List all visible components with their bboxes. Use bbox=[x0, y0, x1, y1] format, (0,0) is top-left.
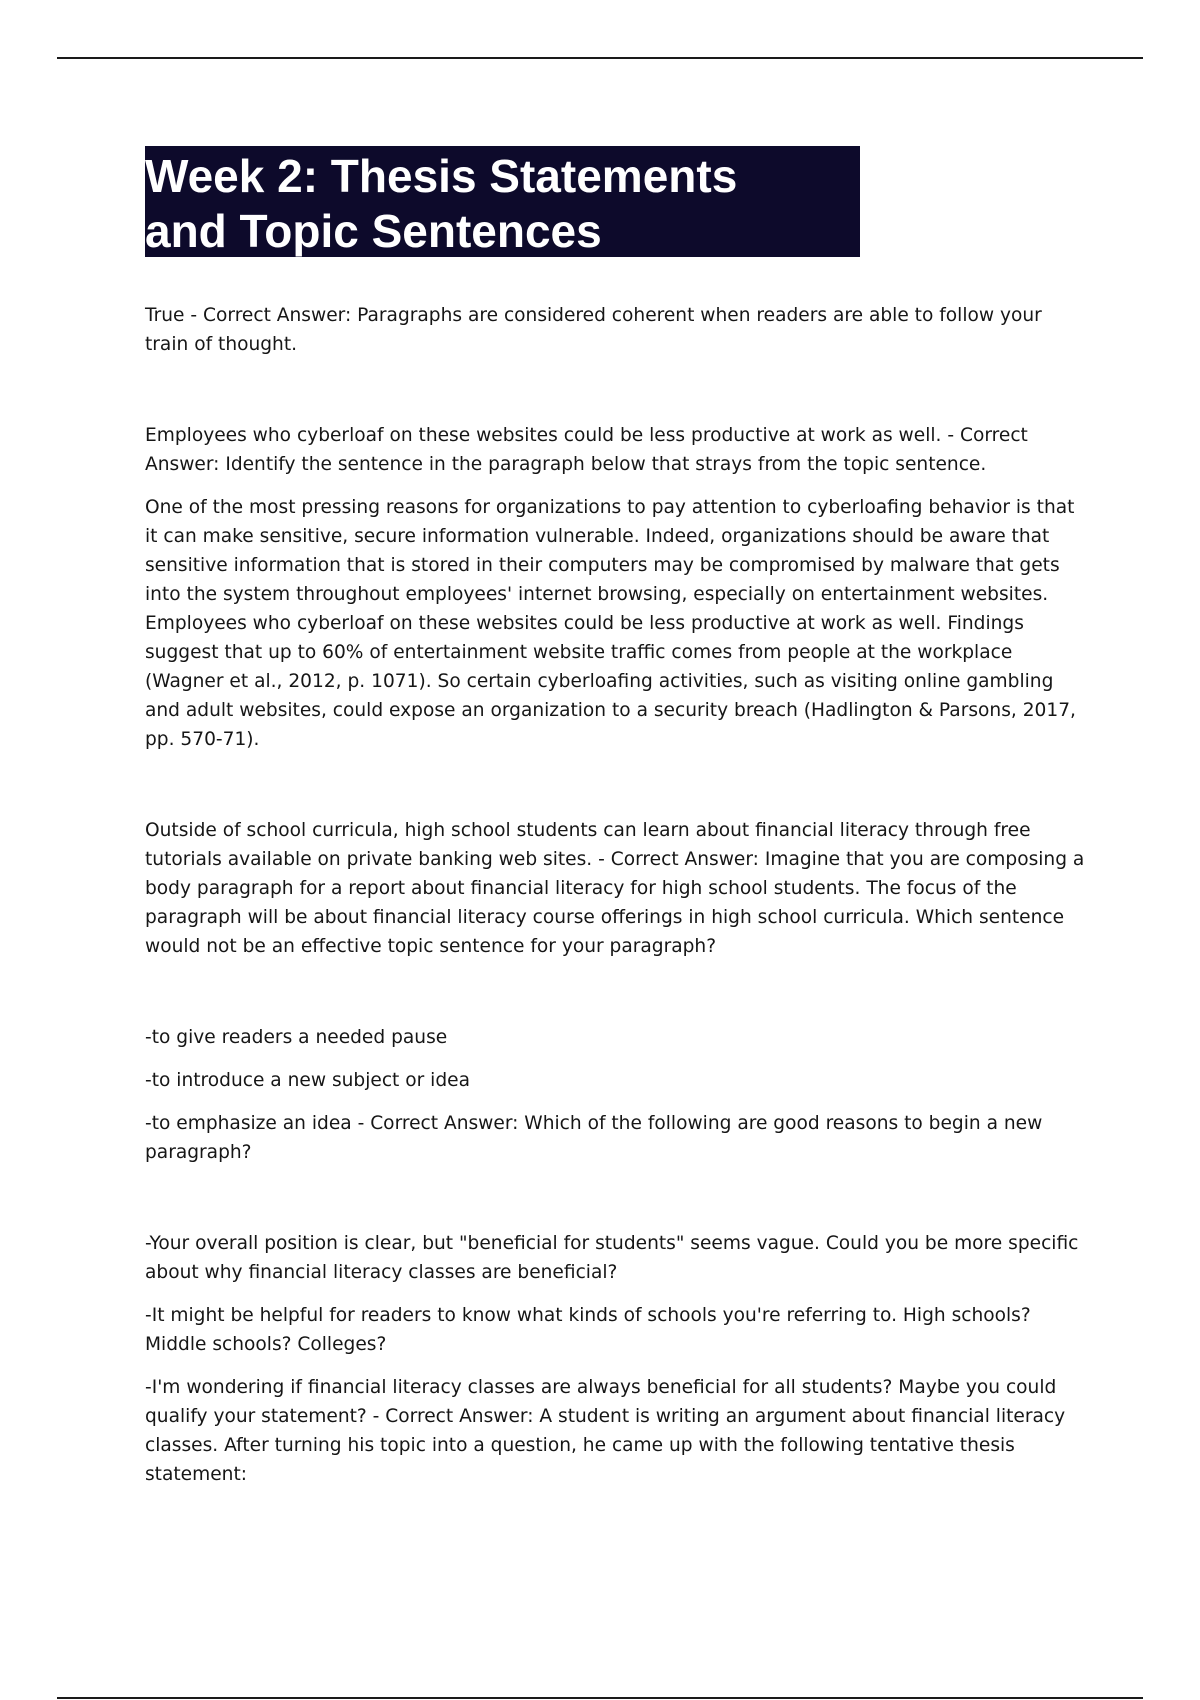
page-title-line-1: Week 2: Thesis Statements bbox=[145, 150, 738, 202]
list-item-new-subject: -to introduce a new subject or idea bbox=[145, 1070, 470, 1091]
top-rule bbox=[57, 57, 1143, 59]
qa-new-paragraph: -to emphasize an idea - Correct Answer: Which of the following are good reasons to begin a new paragraph? bbox=[145, 1113, 1043, 1163]
list-item-pause: -to give readers a needed pause bbox=[145, 1027, 448, 1048]
cyberloafing-paragraph: One of the most pressing reasons for organizations to pay attention to cyberloafing behavior is that it can make sensitive, secure information vulnerable. Indeed, organizations should be aware that sensitive information that is stored in their computers may be compromised by malware that gets into the system throughout employees' internet browsing, especially on entertainment websites. Employees who cyberloaf on these websites could be less productive at work as well. Findings suggest that up to 60% of entertainment website traffic comes from people at the workplace (Wagner et al., 2012, p. 1071). So certain cyberloafing activities, such as visiting online gambling and adult websites, could expose an organization to a security breach (Hadlington & Parsons, 2017, pp. 570-71). bbox=[145, 497, 1076, 750]
qa-thesis-statement: -I'm wondering if financial literacy classes are always beneficial for all students? Maybe you could qualify your statement? - Correct Answer: A student is writing an argument about financial literacy classes. After turning his topic into a question, he came up with the following tentative thesis statement: bbox=[145, 1377, 1066, 1485]
bottom-rule bbox=[57, 1697, 1143, 1699]
qa-topic-sentence: Outside of school curricula, high school students can learn about financial literacy through free tutorials available on private banking web sites. - Correct Answer: Imagine that you are composing a body paragraph for a report about financial literacy for high school students. The focus of the paragraph will be about financial literacy course offerings in high school curricula. Which sentence would not be an effective topic sentence for your paragraph? bbox=[145, 820, 1085, 957]
document-body bbox=[145, 301, 1090, 1489]
qa-coherence: True - Correct Answer: Paragraphs are considered coherent when readers are able to follow your train of thought. bbox=[145, 305, 1042, 355]
page-title-line-2: and Topic Sentences bbox=[145, 205, 602, 257]
qa-strays-sentence: Employees who cyberloaf on these websites could be less productive at work as well. - Correct Answer: Identify the sentence in the paragraph below that strays from the topic sentence. bbox=[145, 425, 1028, 475]
page-title bbox=[145, 146, 860, 257]
feedback-item-schools: -It might be helpful for readers to know what kinds of schools you're referring to. High schools? Middle schools? Colleges? bbox=[145, 1305, 1031, 1355]
feedback-item-position: -Your overall position is clear, but "beneficial for students" seems vague. Could you be more specific about why financial literacy classes are beneficial? bbox=[145, 1233, 1079, 1283]
